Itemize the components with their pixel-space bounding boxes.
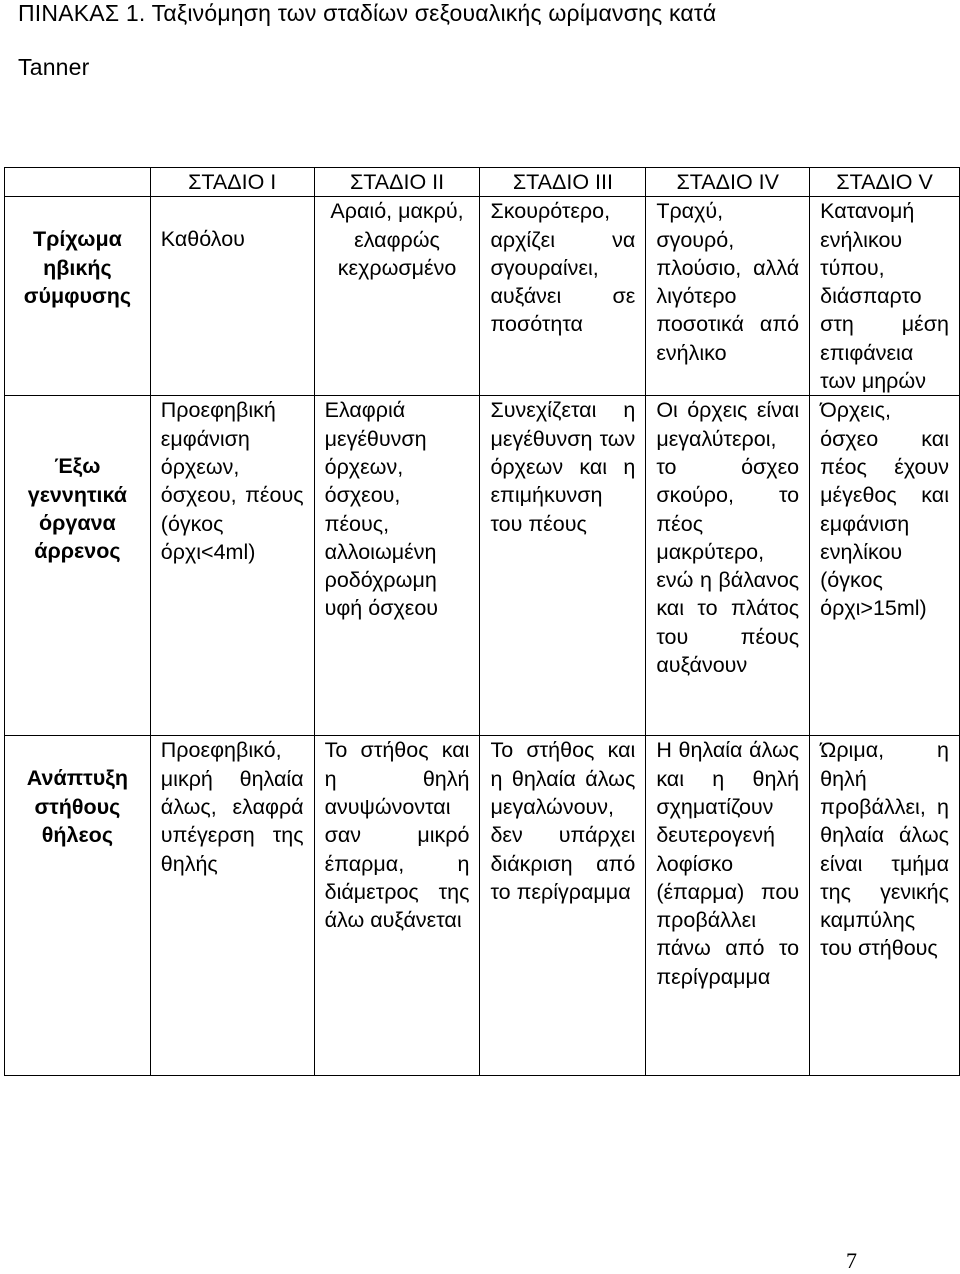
cell-text: Καθόλου (160, 227, 245, 252)
tanner-stages-table (4, 167, 960, 1076)
table-cell (314, 197, 480, 396)
table-row-female-breast (5, 736, 960, 1076)
cell-text: Προεφηβικό, μικρή θηλαία άλως, ελαφρά υπέγερση της θηλής (160, 738, 304, 876)
row-label-male-genitalia (5, 396, 151, 736)
table-cell (810, 396, 960, 736)
cell-text: Το στήθος και η θηλή ανυψώνονται σαν μικρό έπαρμα, η διάμετρος της άλω αυξάνεται (324, 738, 470, 933)
cell-text: Τραχύ, σγουρό, πλούσιο, αλλά λιγότερο ποσοτικά από ενήλικο (656, 199, 800, 365)
row-label-text: Τρίχωμα ηβικής σύμφυσης (23, 227, 132, 308)
cell-text: Κατανομή ενήλικου τύπου, διάσπαρτο στη μέση επιφάνεια των μηρών (820, 199, 949, 394)
row-label-text: Έξω γεννητικά όργανα άρρενος (27, 454, 128, 564)
table-cell (150, 197, 314, 396)
header-stage-5: ΣΤΑΔΙΟ V (810, 168, 960, 197)
table-cell (314, 396, 480, 736)
row-label-female-breast (5, 736, 151, 1076)
cell-text: Σκουρότερο, αρχίζει να σγουραίνει, αυξάνει σε ποσότητα (490, 199, 636, 337)
table-cell (810, 736, 960, 1076)
table-cell (150, 396, 314, 736)
cell-text: Αραιό, μακρύ, ελαφρώς κεχρωσμένο (330, 199, 464, 280)
cell-text: Οι όρχεις είναι μεγαλύτεροι, το όσχεο σκούρο, το πέος μακρύτερο, ενώ η βάλανος και το πλάτος του πέους αυξάνουν (656, 398, 800, 678)
cell-text: Προεφηβική εμφάνιση όρχεων, όσχεου, πέους (όγκος όρχι<4ml) (160, 398, 304, 564)
table-cell (646, 396, 810, 736)
cell-text: Το στήθος και η θηλαία άλως μεγαλώνουν, δεν υπάρχει διάκριση από το περίγραμμα (490, 738, 636, 904)
cell-text: Ελαφριά μεγέθυνση όρχεων, όσχεου, πέους, αλλοιωμένη ροδόχρωμη υφή όσχεου (324, 398, 439, 621)
header-stage-4: ΣΤΑΔΙΟ ΙV (646, 168, 810, 197)
table-title-line-1: ΠΙΝΑΚΑΣ 1. Ταξινόμηση των σταδίων σεξουαλικής ωρίμανσης κατά (18, 0, 717, 26)
table-cell (314, 736, 480, 1076)
table-title-line-2: Tanner (18, 54, 90, 80)
table-cell (810, 197, 960, 396)
table-row-pubic-hair (5, 197, 960, 396)
row-label-text: Ανάπτυξη στήθους θήλεος (26, 766, 128, 847)
header-stage-2: ΣΤΑΔΙΟ ΙΙ (314, 168, 480, 197)
table-header-row (5, 168, 960, 197)
cell-text: Συνεχίζεται η μεγέθυνση των όρχεων και η επιμήκυνση του πέους (490, 398, 636, 536)
header-stage-3: ΣΤΑΔΙΟ ΙΙΙ (480, 168, 646, 197)
cell-text: Ώριμα, η θηλή προβάλλει, η θηλαία άλως είναι τμήμα της γενικής καμπύλης του στήθους (820, 738, 949, 961)
table-cell (150, 736, 314, 1076)
row-label-pubic-hair (5, 197, 151, 396)
header-corner-cell (5, 168, 151, 197)
table-row-male-genitalia (5, 396, 960, 736)
table-title (18, 0, 948, 80)
cell-text: Όρχεις, όσχεο και πέος έχουν μέγεθος και εμφάνιση ενηλίκου (όγκος όρχι>15ml) (820, 398, 949, 621)
page-number: 7 (846, 1248, 857, 1273)
table-cell (480, 736, 646, 1076)
table-cell (646, 736, 810, 1076)
cell-text: Η θηλαία άλως και η θηλή σχηματίζουν δευτερογενή λοφίσκο (έπαρμα) που προβάλλει πάνω από το περίγραμμα (656, 738, 800, 989)
table-cell (480, 396, 646, 736)
header-stage-1: ΣΤΑΔΙΟ Ι (150, 168, 314, 197)
table-cell (480, 197, 646, 396)
table-cell (646, 197, 810, 396)
